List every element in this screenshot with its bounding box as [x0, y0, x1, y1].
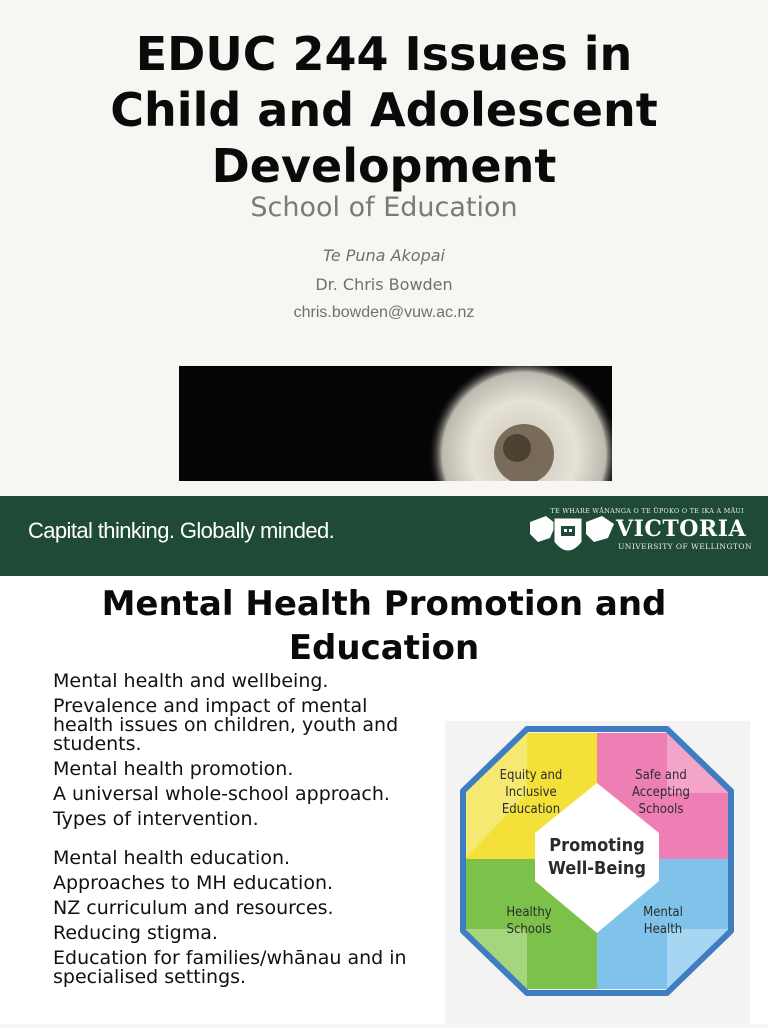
logo-name: VICTORIA	[616, 516, 747, 542]
list-item: Reducing stigma.	[53, 922, 218, 944]
diagram-label: Equity and	[499, 768, 563, 783]
dandelion-photo	[179, 366, 612, 481]
diagram-label: Education	[501, 802, 561, 817]
list-item: Prevalence and impact of mental health issues on children, youth and students.	[53, 695, 399, 755]
diagram-center-line-1: Promoting	[549, 835, 645, 856]
slide-title	[0, 26, 768, 194]
list-item: A universal whole-school approach.	[53, 783, 390, 805]
logo-subtitle: UNIVERSITY OF WELLINGTON	[618, 542, 753, 551]
logo-maori-text: TE WHARE WĀNANGA O TE ŪPOKO O TE IKA A MĀUI	[550, 507, 744, 515]
list-item: Mental health and wellbeing.	[53, 670, 329, 692]
diagram-label: Mental	[643, 905, 683, 920]
author-email[interactable]: chris.bowden@vuw.ac.nz	[293, 304, 475, 321]
slide-2-title-line-1: Mental Health Promotion and	[101, 584, 667, 624]
diagram-center-line-2: Well-Being	[547, 858, 647, 879]
wellbeing-diagram	[445, 721, 750, 1024]
list-item: Education for families/whānau and in specialised settings.	[53, 947, 407, 988]
list-item: NZ curriculum and resources.	[53, 897, 334, 919]
diagram-label: Schools	[506, 922, 552, 937]
title-line-3: Development	[211, 139, 557, 193]
title-line-2: Child and Adolescent	[110, 83, 658, 137]
diagram-label: Inclusive	[505, 785, 557, 800]
diagram-label: Healthy	[506, 905, 552, 920]
slide-2-title-line-2: Education	[288, 628, 480, 668]
diagram-label: Accepting	[632, 785, 690, 800]
author-name: Dr. Chris Bowden	[315, 275, 453, 294]
list-item: Mental health education.	[53, 847, 291, 869]
title-line-1: EDUC 244 Issues in	[135, 27, 633, 81]
topic-list	[53, 672, 413, 993]
maori-school-name: Te Puna Akopai	[323, 246, 445, 265]
slide-2-title	[0, 582, 768, 670]
diagram-label: Health	[643, 922, 683, 937]
list-item: Approaches to MH education.	[53, 872, 334, 894]
list-item: Mental health promotion.	[53, 758, 294, 780]
crest-icon	[528, 512, 614, 566]
list-item: Types of intervention.	[53, 808, 259, 830]
banner-tagline: Capital thinking. Globally minded.	[28, 518, 335, 543]
diagram-label: Schools	[638, 802, 684, 817]
diagram-label: Safe and	[635, 768, 687, 783]
subtitle: School of Education	[250, 192, 518, 223]
